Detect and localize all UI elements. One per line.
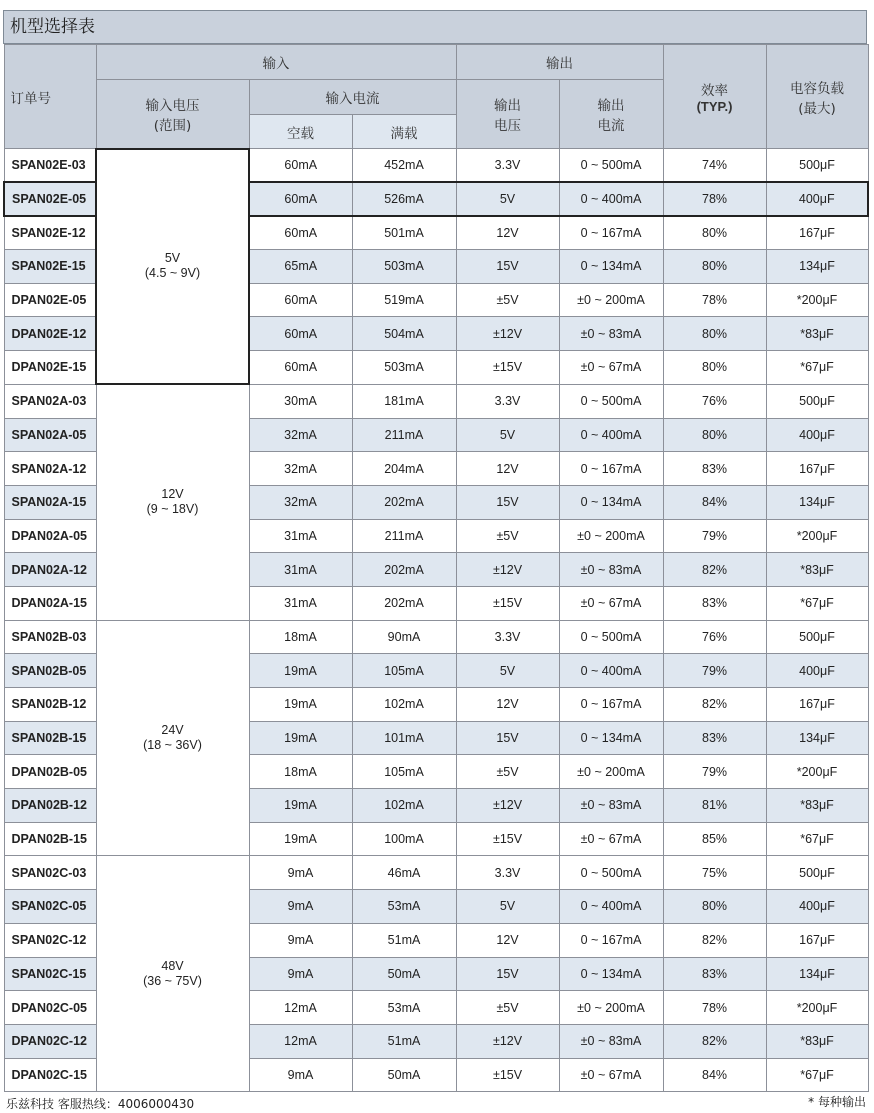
output-current-cell: 0 ~ 134mA <box>559 957 663 991</box>
output-current-cell: 0 ~ 500mA <box>559 620 663 654</box>
capacitive-load-label: 电容负载 <box>790 80 845 97</box>
output-current-cell: 0 ~ 500mA <box>559 856 663 890</box>
full-load-current-cell: 50mA <box>352 1058 456 1092</box>
no-load-current-cell: 12mA <box>249 991 352 1025</box>
no-load-current-cell: 32mA <box>249 452 352 486</box>
output-current-cell: 0 ~ 400mA <box>559 654 663 688</box>
model-number-cell: DPAN02B-05 <box>4 755 96 789</box>
efficiency-cell: 74% <box>663 149 766 183</box>
full-load-current-cell: 101mA <box>352 721 456 755</box>
full-load-current-cell: 519mA <box>352 283 456 317</box>
model-number-cell: SPAN02B-15 <box>4 721 96 755</box>
model-number-cell: SPAN02B-05 <box>4 654 96 688</box>
output-current-cell: 0 ~ 500mA <box>559 384 663 418</box>
no-load-current-cell: 12mA <box>249 1024 352 1058</box>
output-current-header <box>559 80 663 149</box>
efficiency-cell: 82% <box>663 923 766 957</box>
no-load-current-cell: 60mA <box>249 149 352 183</box>
model-number-cell: DPAN02E-15 <box>4 351 96 385</box>
no-load-current-cell: 60mA <box>249 182 352 216</box>
output-voltage-cell: 5V <box>456 418 559 452</box>
efficiency-label: 效率 <box>701 83 729 99</box>
no-load-current-cell: 31mA <box>249 586 352 620</box>
output-voltage-cell: ±12V <box>456 317 559 351</box>
no-load-current-cell: 9mA <box>249 1058 352 1092</box>
input-voltage-range: (4.5 ~ 9V) <box>144 266 201 281</box>
output-voltage-cell: 15V <box>456 485 559 519</box>
efficiency-cell: 84% <box>663 1058 766 1092</box>
efficiency-cell: 79% <box>663 654 766 688</box>
output-voltage-cell: ±5V <box>456 755 559 789</box>
efficiency-cell: 78% <box>663 283 766 317</box>
efficiency-cell: 80% <box>663 890 766 924</box>
efficiency-cell: 80% <box>663 317 766 351</box>
efficiency-cell: 83% <box>663 452 766 486</box>
capacitive-load-cell: 400μF <box>766 182 868 216</box>
input-voltage-range-label: (范围) <box>153 117 192 134</box>
output-voltage-label-2: 电压 <box>494 118 522 134</box>
efficiency-cell: 76% <box>663 620 766 654</box>
full-load-current-cell: 105mA <box>352 654 456 688</box>
model-number-cell: DPAN02E-12 <box>4 317 96 351</box>
capacitive-load-cell: *67μF <box>766 586 868 620</box>
efficiency-cell: 83% <box>663 957 766 991</box>
full-load-current-cell: 211mA <box>352 519 456 553</box>
input-voltage-range: (9 ~ 18V) <box>146 502 199 517</box>
model-number-cell: DPAN02E-05 <box>4 283 96 317</box>
output-current-cell: ±0 ~ 83mA <box>559 553 663 587</box>
table-body <box>4 149 868 1092</box>
output-voltage-cell: 3.3V <box>456 384 559 418</box>
efficiency-cell: 82% <box>663 553 766 587</box>
model-number-cell: SPAN02E-03 <box>4 149 96 183</box>
capacitive-load-cell: 400μF <box>766 890 868 924</box>
footer-hotline: 乐兹科技 客服热线：4006000430 <box>6 1097 195 1111</box>
output-voltage-cell: ±5V <box>456 991 559 1025</box>
output-voltage-cell: ±12V <box>456 1024 559 1058</box>
efficiency-header <box>663 45 766 149</box>
output-voltage-header <box>456 80 559 149</box>
capacitive-load-cell: *67μF <box>766 1058 868 1092</box>
output-voltage-cell: ±15V <box>456 586 559 620</box>
no-load-current-cell: 9mA <box>249 957 352 991</box>
no-load-current-cell: 31mA <box>249 553 352 587</box>
input-voltage-range: (36 ~ 75V) <box>143 973 202 988</box>
input-voltage-value: 48V <box>161 958 184 973</box>
capacitive-load-cell: *83μF <box>766 789 868 823</box>
output-current-cell: ±0 ~ 200mA <box>559 519 663 553</box>
capacitive-load-cell: 167μF <box>766 452 868 486</box>
capacitive-load-cell: *200μF <box>766 519 868 553</box>
capacitive-load-cell: 400μF <box>766 418 868 452</box>
model-number-cell: SPAN02E-12 <box>4 216 96 250</box>
no-load-current-cell: 65mA <box>249 250 352 284</box>
capacitive-load-cell: 500μF <box>766 149 868 183</box>
page-title: 机型选择表 <box>3 10 867 44</box>
input-voltage-cell <box>96 384 249 620</box>
model-number-cell: SPAN02A-15 <box>4 485 96 519</box>
full-load-current-cell: 51mA <box>352 923 456 957</box>
efficiency-cell: 78% <box>663 182 766 216</box>
output-voltage-cell: 15V <box>456 250 559 284</box>
efficiency-typ-label: (TYP.) <box>696 99 733 114</box>
no-load-current-cell: 18mA <box>249 755 352 789</box>
no-load-current-cell: 19mA <box>249 654 352 688</box>
no-load-current-cell: 9mA <box>249 890 352 924</box>
capacitive-load-cell: 500μF <box>766 856 868 890</box>
efficiency-cell: 85% <box>663 822 766 856</box>
no-load-current-cell: 9mA <box>249 923 352 957</box>
model-number-cell: SPAN02E-15 <box>4 250 96 284</box>
full-load-current-cell: 202mA <box>352 586 456 620</box>
output-current-cell: 0 ~ 134mA <box>559 250 663 284</box>
table-header <box>4 45 868 149</box>
efficiency-cell: 80% <box>663 418 766 452</box>
output-current-cell: 0 ~ 167mA <box>559 688 663 722</box>
full-load-current-cell: 202mA <box>352 553 456 587</box>
output-voltage-cell: 5V <box>456 182 559 216</box>
footer-note: * 每种输出 <box>808 1095 866 1109</box>
output-current-cell: 0 ~ 400mA <box>559 890 663 924</box>
table-row <box>4 620 868 654</box>
no-load-current-cell: 60mA <box>249 351 352 385</box>
model-number-cell: SPAN02B-03 <box>4 620 96 654</box>
output-voltage-cell: 5V <box>456 654 559 688</box>
output-voltage-cell: 12V <box>456 688 559 722</box>
efficiency-cell: 75% <box>663 856 766 890</box>
model-number-cell: SPAN02C-05 <box>4 890 96 924</box>
model-number-cell: SPAN02C-12 <box>4 923 96 957</box>
output-voltage-cell: 3.3V <box>456 149 559 183</box>
full-load-current-cell: 50mA <box>352 957 456 991</box>
output-voltage-cell: ±12V <box>456 789 559 823</box>
full-load-current-cell: 503mA <box>352 250 456 284</box>
output-voltage-cell: 5V <box>456 890 559 924</box>
output-voltage-cell: 12V <box>456 452 559 486</box>
output-current-cell: ±0 ~ 200mA <box>559 991 663 1025</box>
no-load-current-cell: 19mA <box>249 789 352 823</box>
order-number-header: 订单号 <box>4 45 96 149</box>
model-number-cell: DPAN02A-15 <box>4 586 96 620</box>
full-load-current-cell: 100mA <box>352 822 456 856</box>
capacitive-load-cell: *200μF <box>766 755 868 789</box>
efficiency-cell: 80% <box>663 216 766 250</box>
efficiency-cell: 79% <box>663 519 766 553</box>
capacitive-load-cell: 134μF <box>766 485 868 519</box>
efficiency-cell: 79% <box>663 755 766 789</box>
output-voltage-cell: 12V <box>456 216 559 250</box>
no-load-current-cell: 18mA <box>249 620 352 654</box>
input-voltage-cell <box>96 620 249 856</box>
table-row <box>4 856 868 890</box>
input-current-header: 输入电流 <box>249 80 456 115</box>
full-load-current-cell: 204mA <box>352 452 456 486</box>
capacitive-load-cell: 167μF <box>766 688 868 722</box>
output-voltage-cell: 15V <box>456 957 559 991</box>
input-voltage-value: 24V <box>161 723 184 738</box>
capacitive-load-cell: 167μF <box>766 923 868 957</box>
model-number-cell: SPAN02A-05 <box>4 418 96 452</box>
model-number-cell: DPAN02C-05 <box>4 991 96 1025</box>
full-load-current-cell: 46mA <box>352 856 456 890</box>
efficiency-cell: 78% <box>663 991 766 1025</box>
efficiency-cell: 80% <box>663 351 766 385</box>
full-load-current-cell: 51mA <box>352 1024 456 1058</box>
output-current-cell: 0 ~ 134mA <box>559 485 663 519</box>
model-selection-table <box>3 44 869 1092</box>
output-voltage-cell: ±15V <box>456 1058 559 1092</box>
output-voltage-cell: ±15V <box>456 351 559 385</box>
model-number-cell: SPAN02A-12 <box>4 452 96 486</box>
no-load-current-cell: 60mA <box>249 216 352 250</box>
model-number-cell: DPAN02B-12 <box>4 789 96 823</box>
output-current-cell: ±0 ~ 67mA <box>559 1058 663 1092</box>
capacitive-load-cell: *83μF <box>766 1024 868 1058</box>
full-load-current-cell: 102mA <box>352 789 456 823</box>
capacitive-load-cell: *83μF <box>766 553 868 587</box>
full-load-current-cell: 90mA <box>352 620 456 654</box>
output-current-label-2: 电流 <box>597 118 625 134</box>
full-load-current-cell: 181mA <box>352 384 456 418</box>
output-voltage-cell: 3.3V <box>456 620 559 654</box>
capacitive-load-cell: 500μF <box>766 384 868 418</box>
full-load-current-cell: 53mA <box>352 991 456 1025</box>
output-current-cell: 0 ~ 167mA <box>559 452 663 486</box>
efficiency-cell: 81% <box>663 789 766 823</box>
output-voltage-cell: ±12V <box>456 553 559 587</box>
capacitive-load-header <box>766 45 868 149</box>
capacitive-load-cell: 134μF <box>766 957 868 991</box>
model-number-cell: DPAN02A-12 <box>4 553 96 587</box>
output-current-cell: ±0 ~ 200mA <box>559 755 663 789</box>
input-voltage-value: 12V <box>161 487 184 502</box>
output-current-cell: 0 ~ 134mA <box>559 721 663 755</box>
no-load-current-cell: 60mA <box>249 317 352 351</box>
no-load-current-cell: 60mA <box>249 283 352 317</box>
output-voltage-cell: ±5V <box>456 283 559 317</box>
output-header: 输出 <box>456 45 663 80</box>
no-load-current-cell: 30mA <box>249 384 352 418</box>
capacitive-load-cell: *200μF <box>766 283 868 317</box>
no-load-current-cell: 9mA <box>249 856 352 890</box>
input-voltage-cell <box>96 149 249 385</box>
output-voltage-label-1: 输出 <box>494 98 522 114</box>
efficiency-cell: 80% <box>663 250 766 284</box>
output-voltage-cell: 3.3V <box>456 856 559 890</box>
full-load-current-cell: 503mA <box>352 351 456 385</box>
capacitive-load-cell: 400μF <box>766 654 868 688</box>
input-voltage-header <box>96 80 249 149</box>
full-load-current-cell: 202mA <box>352 485 456 519</box>
output-voltage-cell: 12V <box>456 923 559 957</box>
full-load-current-cell: 102mA <box>352 688 456 722</box>
no-load-current-cell: 32mA <box>249 418 352 452</box>
output-voltage-cell: 15V <box>456 721 559 755</box>
input-voltage-value: 5V <box>164 251 181 266</box>
capacitive-load-cell: *67μF <box>766 351 868 385</box>
full-load-current-cell: 504mA <box>352 317 456 351</box>
efficiency-cell: 82% <box>663 1024 766 1058</box>
full-load-current-cell: 526mA <box>352 182 456 216</box>
output-current-label-1: 输出 <box>597 98 625 114</box>
output-voltage-cell: ±15V <box>456 822 559 856</box>
capacitive-load-cell: *200μF <box>766 991 868 1025</box>
no-load-current-cell: 32mA <box>249 485 352 519</box>
no-load-current-cell: 19mA <box>249 822 352 856</box>
capacitive-load-cell: 134μF <box>766 250 868 284</box>
capacitive-load-cell: 500μF <box>766 620 868 654</box>
efficiency-cell: 76% <box>663 384 766 418</box>
full-load-current-cell: 452mA <box>352 149 456 183</box>
full-load-current-cell: 53mA <box>352 890 456 924</box>
table-row <box>4 149 868 183</box>
output-current-cell: 0 ~ 167mA <box>559 923 663 957</box>
output-current-cell: 0 ~ 167mA <box>559 216 663 250</box>
table-row <box>4 384 868 418</box>
model-number-cell: SPAN02A-03 <box>4 384 96 418</box>
input-voltage-label: 输入电压 <box>145 97 200 114</box>
efficiency-cell: 82% <box>663 688 766 722</box>
model-number-cell: SPAN02C-03 <box>4 856 96 890</box>
capacitive-load-cell: 167μF <box>766 216 868 250</box>
no-load-current-cell: 19mA <box>249 688 352 722</box>
output-voltage-cell: ±5V <box>456 519 559 553</box>
no-load-header: 空载 <box>249 115 352 149</box>
output-current-cell: ±0 ~ 67mA <box>559 822 663 856</box>
output-current-cell: ±0 ~ 83mA <box>559 1024 663 1058</box>
efficiency-cell: 83% <box>663 721 766 755</box>
full-load-current-cell: 211mA <box>352 418 456 452</box>
output-current-cell: 0 ~ 500mA <box>559 149 663 183</box>
input-voltage-cell <box>96 856 249 1092</box>
model-number-cell: DPAN02C-15 <box>4 1058 96 1092</box>
efficiency-cell: 84% <box>663 485 766 519</box>
model-number-cell: SPAN02C-15 <box>4 957 96 991</box>
capacitive-load-max-label: (最大) <box>798 100 836 117</box>
output-current-cell: ±0 ~ 200mA <box>559 283 663 317</box>
output-current-cell: ±0 ~ 83mA <box>559 789 663 823</box>
model-number-cell: DPAN02B-15 <box>4 822 96 856</box>
input-voltage-range: (18 ~ 36V) <box>143 738 202 753</box>
full-load-current-cell: 501mA <box>352 216 456 250</box>
full-load-header: 满载 <box>352 115 456 149</box>
model-number-cell: DPAN02C-12 <box>4 1024 96 1058</box>
capacitive-load-cell: *67μF <box>766 822 868 856</box>
efficiency-cell: 83% <box>663 586 766 620</box>
capacitive-load-cell: 134μF <box>766 721 868 755</box>
full-load-current-cell: 105mA <box>352 755 456 789</box>
output-current-cell: ±0 ~ 67mA <box>559 586 663 620</box>
no-load-current-cell: 19mA <box>249 721 352 755</box>
model-number-cell: SPAN02B-12 <box>4 688 96 722</box>
output-current-cell: ±0 ~ 67mA <box>559 351 663 385</box>
model-number-cell: SPAN02E-05 <box>4 182 96 216</box>
capacitive-load-cell: *83μF <box>766 317 868 351</box>
input-header: 输入 <box>96 45 456 80</box>
output-current-cell: ±0 ~ 83mA <box>559 317 663 351</box>
model-number-cell: DPAN02A-05 <box>4 519 96 553</box>
output-current-cell: 0 ~ 400mA <box>559 182 663 216</box>
no-load-current-cell: 31mA <box>249 519 352 553</box>
output-current-cell: 0 ~ 400mA <box>559 418 663 452</box>
